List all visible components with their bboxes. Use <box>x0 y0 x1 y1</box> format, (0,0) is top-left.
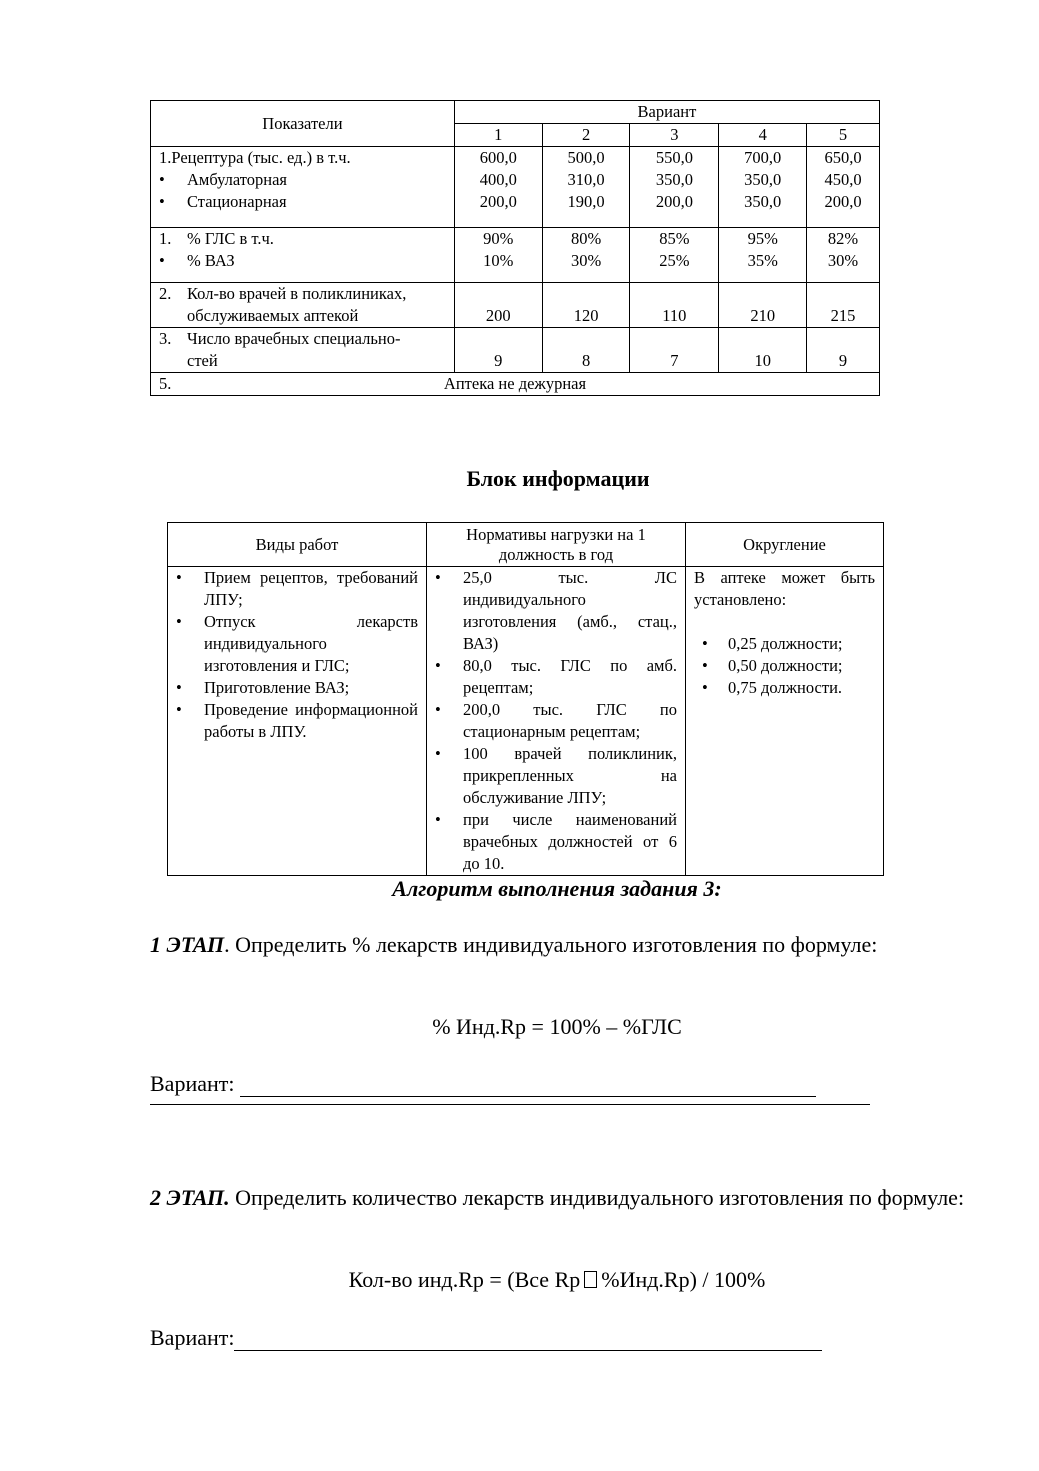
info-table <box>167 522 884 876</box>
stage2-label: 2 ЭТАП. <box>150 1185 230 1210</box>
table-cell: 200 <box>454 283 542 328</box>
variant-number: 1 <box>454 124 542 147</box>
table-cell: 550,0 350,0 200,0 <box>630 147 719 228</box>
bullet-icon: • <box>159 251 165 270</box>
list-item: • 25,0 тыс. ЛС индивидуального изготовления (амб., стац., ВАЗ) <box>427 567 677 655</box>
stage1-paragraph <box>150 930 966 960</box>
table-cell: 85% 25% <box>630 228 719 283</box>
list-item: • Приготовление ВАЗ; <box>168 677 418 699</box>
stage2-text: Определить количество лекарств индивидуального изготовления по формуле: <box>229 1185 965 1210</box>
header-indicators: Показатели <box>151 101 455 147</box>
stage1-label: 1 ЭТАП <box>150 932 225 957</box>
table-cell: 110 <box>630 283 719 328</box>
table-cell: 8 <box>542 328 630 373</box>
work-types-list <box>168 567 418 743</box>
header-norms: Нормативы нагрузки на 1 должность в год <box>427 523 686 567</box>
stage1-formula: % Инд.Rp = 100% – %ГЛС <box>432 1014 682 1039</box>
rounding-intro: В аптеке может быть установлено: <box>694 568 875 609</box>
rounding-list <box>694 633 875 699</box>
list-item: • 200,0 тыс. ГЛС по стационарным рецептам; <box>427 699 677 743</box>
variant-label: Вариант: <box>150 1325 235 1350</box>
list-item: • 0,75 должности. <box>694 677 875 699</box>
answer-line[interactable] <box>234 1326 822 1351</box>
answer-line[interactable] <box>240 1072 816 1097</box>
table-cell: 82% 30% <box>807 228 880 283</box>
variant-number: 2 <box>542 124 630 147</box>
list-item: • 0,50 должности; <box>694 655 875 677</box>
list-item: • 100 врачей поликлиник, прикрепленных на обслуживание ЛПУ; <box>427 743 677 809</box>
answer-line[interactable] <box>150 1104 870 1105</box>
row-merged: 5. Аптека не дежурная <box>151 373 880 396</box>
bullet-icon: • <box>159 192 165 211</box>
stage2-variant <box>150 1325 822 1351</box>
table-cell: 10 <box>719 328 807 373</box>
table-cell: 9 <box>807 328 880 373</box>
table-cell: 210 <box>719 283 807 328</box>
list-item: • Прием рецептов, требований ЛПУ; <box>168 567 418 611</box>
header-work-types: Виды работ <box>168 523 427 567</box>
info-block-title: Блок информации <box>466 466 650 491</box>
stage1-text: . Определить % лекарств индивидуального изготовления по формуле: <box>224 932 878 957</box>
variant-number: 4 <box>719 124 807 147</box>
table-cell: 650,0 450,0 200,0 <box>807 147 880 228</box>
table-cell: 9 <box>454 328 542 373</box>
row-label: 1.Рецептура (тыс. ед.) в т.ч. • Амбулаторная • Стационарная <box>151 147 455 228</box>
list-item: • при числе наименований врачебных должностей от 6 до 10. <box>427 809 677 875</box>
table-cell: 215 <box>807 283 880 328</box>
list-item: • 80,0 тыс. ГЛС по амб. рецептам; <box>427 655 677 699</box>
table-cell: 7 <box>630 328 719 373</box>
table-cell: 700,0 350,0 350,0 <box>719 147 807 228</box>
list-item: • Отпуск лекарств индивидуального изготовления и ГЛС; <box>168 611 418 677</box>
stage1-variant <box>150 1071 816 1097</box>
table-cell: 90% 10% <box>454 228 542 283</box>
variants-table <box>150 100 880 396</box>
norms-list <box>427 567 677 875</box>
missing-glyph-icon <box>584 1271 597 1288</box>
table-row-gls <box>151 228 880 283</box>
list-item: • 0,25 должности; <box>694 633 875 655</box>
table-row-duty <box>151 373 880 396</box>
variant-number: 5 <box>807 124 880 147</box>
variant-label: Вариант: <box>150 1071 240 1096</box>
row-label: 2. Кол-во врачей в поликлиниках, обслуживаемых аптекой <box>151 283 455 328</box>
row-label: 3. Число врачебных специально- стей <box>151 328 455 373</box>
rounding-cell <box>686 567 884 876</box>
stage2-paragraph <box>150 1183 966 1213</box>
header-rounding: Округление <box>686 523 884 567</box>
list-item: • Проведение информационной работы в ЛПУ. <box>168 699 418 743</box>
table-row-specialties <box>151 328 880 373</box>
row-label: 1. % ГЛС в т.ч. • % ВАЗ <box>151 228 455 283</box>
work-types-cell <box>168 567 427 876</box>
table-cell: 500,0 310,0 190,0 <box>542 147 630 228</box>
bullet-icon: • <box>159 170 165 189</box>
table-cell: 95% 35% <box>719 228 807 283</box>
table-cell: 120 <box>542 283 630 328</box>
table-cell: 80% 30% <box>542 228 630 283</box>
algorithm-title: Алгоритм выполнения задания 3: <box>392 876 722 901</box>
table-row-prescriptions <box>151 147 880 228</box>
variant-number: 3 <box>630 124 719 147</box>
header-variant: Вариант <box>454 101 879 124</box>
norms-cell <box>427 567 686 876</box>
table-row-doctors <box>151 283 880 328</box>
stage2-formula: Кол-во инд.Rp = (Все Rp %Инд.Rp) / 100% <box>348 1267 766 1292</box>
table-cell: 600,0 400,0 200,0 <box>454 147 542 228</box>
